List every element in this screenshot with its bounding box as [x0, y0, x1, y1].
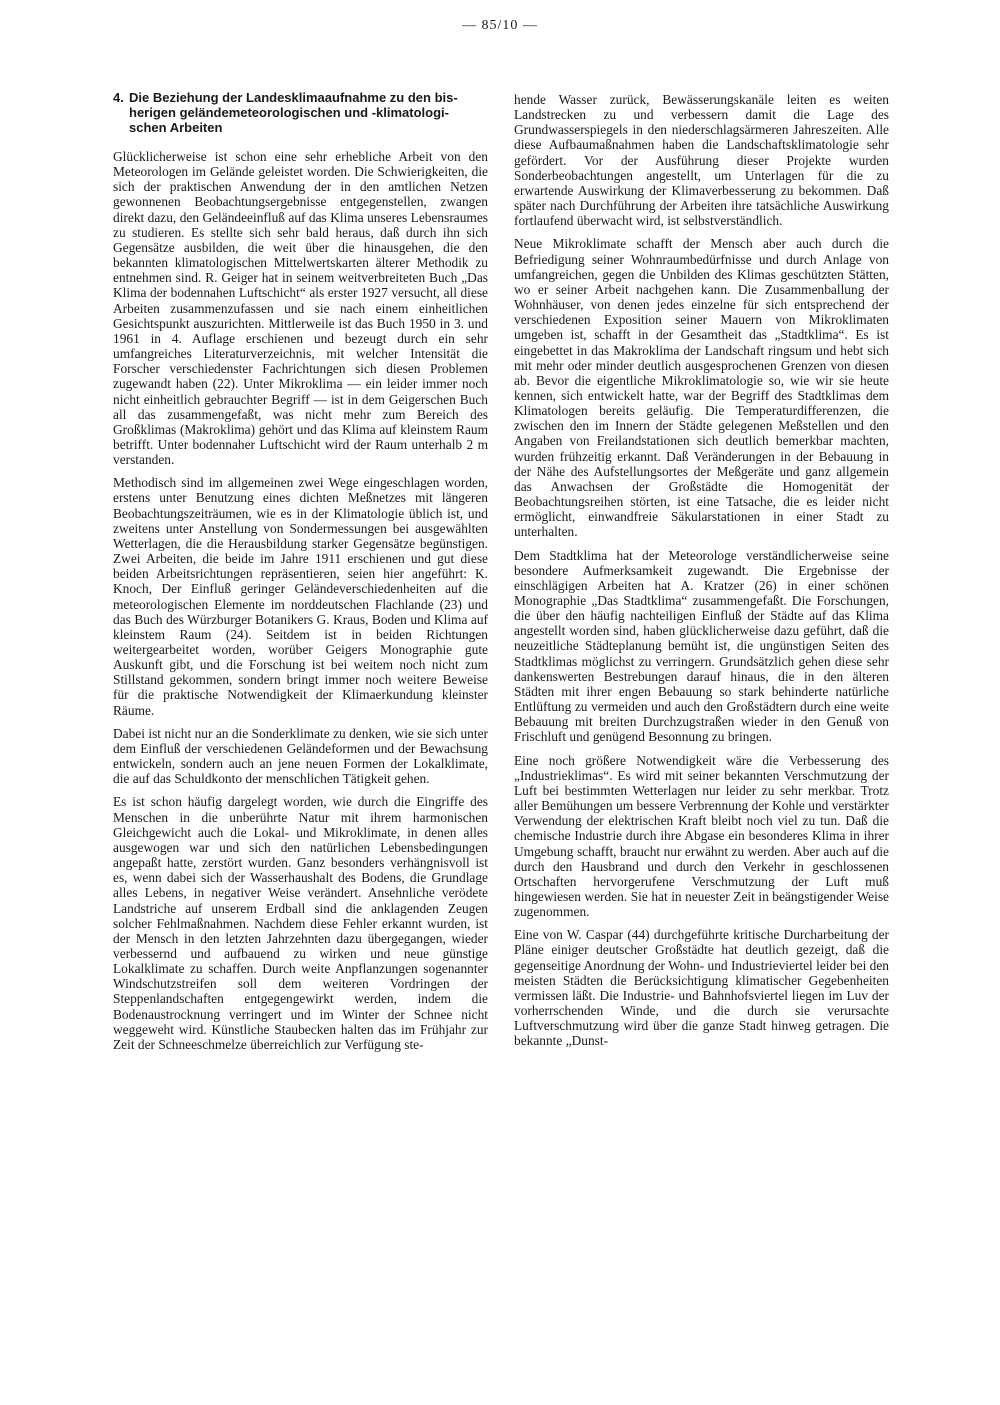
heading-line-1: 4. Die Beziehung der Landesklimaaufnahme zu den bis-	[113, 90, 458, 105]
paragraph: hende Wasser zurück, Bewässerungskanäle leiten es weiten Landstrecken zu und verbessern damit die Lage des Grundwasserspiegels in den niederschlagsärmeren Jahreszeiten. Alle diese Aufbaumaßnahmen haben die Landschaftsklimatologie sehr gefördert. Vor der Ausführung dieser Projekte wurden Sonderbeobachtungen angestellt, um Unterlagen für die zu erwartende Auswirkung der Klimaverbesserung zu bekommen. Daß später nach Durchführung der Arbeiten ihre tatsächliche Auswirkung fortlaufend überwacht wird, ist selbstverständlich.	[514, 92, 889, 229]
paragraph: Eine von W. Caspar (44) durchgeführte kritische Durcharbeitung der Pläne einiger deutscher Großstädte hat deutlich gezeigt, daß die gegenseitige Anordnung der Wohn- und Industrieviertel leider bei den meisten Städten die Berücksichtigung klimatischer Gegebenheiten vermissen läßt. Die Industrie- und Bahnhofsviertel liegen im Luv der vorherrschenden Winde, und die durch sie verursachte Luftverschmutzung wird über die ganze Stadt hinweg getragen. Die bekannte „Dunst-	[514, 927, 889, 1049]
section-number: 4.	[113, 90, 124, 105]
paragraph: Es ist schon häufig dargelegt worden, wie durch die Eingriffe des Menschen in die unberührte Natur mit ihrem harmonischen Gleichgewicht auch die Lokal- und Mikroklimate, in denen alles ausgewogen war und sich den natürlichen Lebensbedingungen angepaßt hatte, zerstört wurden. Ganz besonders verhängnisvoll ist es, wenn dabei sich der Wasserhaushalt des Bodens, die Grundlage alles Lebens, in negativer Weise verändert. Ansehnliche verödete Landstriche auf unserem Erdball sind die anklagenden Zeugen solcher Fehlmaßnahmen. Nachdem diese Fehler erkannt wurden, ist der Mensch in den letzten Jahrzehnten dazu übergegangen, wieder verbessernd und aufbauend zu wirken und neue günstige Lokalklimate zu schaffen. Durch weite Anpflanzungen sogenannter Windschutzstreifen soll dem weiteren Vordringen der Steppenlandschaften entgegengewirkt werden, indem die Bodenaustrocknung verringert und im Winter der Schnee nicht weggeweht wird. Künstliche Staubecken halten das im Frühjahr zur Zeit der Schneeschmelze überreichlich zur Verfügung ste-	[113, 794, 488, 1052]
right-column	[514, 92, 889, 1057]
left-column	[113, 90, 488, 1060]
heading-line-2: herigen geländemeteorologischen und -klimatologi-	[129, 105, 449, 120]
heading-line-3: schen Arbeiten	[129, 120, 223, 135]
paragraph: Eine noch größere Notwendigkeit wäre die Verbesserung des „Industrieklimas“. Es wird mit seiner bekannten Verschmutzung der Luft bei bestimmten Wetterlagen nur leider zu sehr merkbar. Trotz aller Bemühungen um bessere Verbrennung der Kohle und verstärkter Verwendung der elektrischen Kraft bleibt noch viel zu tun. Daß die chemische Industrie durch ihre Abgase ein besonderes Klima in ihrer Umgebung schafft, braucht nur erwähnt zu werden. Aber auch auf die durch den Hausbrand und durch den Verkehr in geschlossenen Ortschaften hervorgerufene Verschmutzung der Luft muß hingewiesen werden. Sie hat in neuester Zeit in beängstigender Weise zugenommen.	[514, 752, 889, 920]
paragraph: Methodisch sind im allgemeinen zwei Wege eingeschlagen worden, erstens unter Benutzung eines dichten Meßnetzes mit längeren Beobachtungszeiträumen, wie es in der Klimatologie üblich ist, und zweitens unter Anstellung von Sondermessungen bei ausgewählten Wetterlagen, die die Herausbildung starker Gegensätze begünstigen. Zwei Arbeiten, die beide im Jahre 1911 erschienen und gut diese beiden Arbeitsrichtungen repräsentieren, seien hier angeführt: K. Knoch, Der Einfluß geringer Geländeverschiedenheiten auf die meteorologischen Elemente im norddeutschen Flachlande (23) und das Buch des Würzburger Botanikers G. Kraus, Boden und Klima auf kleinstem Raum (24). Seitdem ist in beiden Richtungen weitergearbeitet worden, worüber Geigers Monographie gute Auskunft gibt, und die Forschung ist bei weitem noch nicht zum Stillstand gekommen, sondern bringt immer noch weitere Beweise für die praktische Notwendigkeit der Klimaerkundung kleinster Räume.	[113, 475, 488, 718]
paragraph: Dabei ist nicht nur an die Sonderklimate zu denken, wie sie sich unter dem Einfluß der verschiedenen Geländeformen und der Bewachsung entwickeln, sondern auch an jene neuen Formen der Lokalklimate, die auf das Schuldkonto der menschlichen Tätigkeit gehen.	[113, 725, 488, 787]
section-heading	[113, 90, 488, 135]
paragraph: Glücklicherweise ist schon eine sehr erhebliche Arbeit von den Meteorologen im Gelände geleistet worden. Die Schwierigkeiten, die sich der praktischen Anwendung der in den amtlichen Netzen gewonnenen Beobachtungsergebnisse entgegenstellen, zwangen direkt dazu, den Geländeeinfluß auf das Klima unseres Lebensraumes zu studieren. Es stellte sich sehr bald heraus, daß durch ihn sich Gegensätze ausbilden, die weit über die hinausgehen, die den bekannten klimatologischen Mittelwertskarten älterer Methodik zu entnehmen sind. R. Geiger hat in seinem weitverbreiteten Buch „Das Klima der bodennahen Luftschicht“ als erster 1927 versucht, all diese Arbeiten zusammenzufassen und sie nach einem einheitlichen Gesichtspunkt auszurichten. Mittlerweile ist das Buch 1950 in 3. und 1961 in 4. Auflage erschienen und bezeugt durch ein sehr umfangreiches Literaturverzeichnis, mit welcher Intensität die Forscher verschiedenster Fachrichtungen sich diesen Problemen zugewandt haben (22). Unter Mikroklima — ein leider immer noch nicht einheitlich gebrauchter Begriff — ist in dem Geigerschen Buch all das zusammengefaßt, was nicht mehr zum Bereich des Großklimas (Makroklima) gehört und das Klima auf kleinstem Raum betrifft. Unter bodennaher Luftschicht wird der Raum unterhalb 2 m verstanden.	[113, 149, 488, 468]
page-number: — 85/10 —	[462, 18, 538, 33]
paragraph: Neue Mikroklimate schafft der Mensch aber auch durch die Befriedigung seiner Wohnraumbedürfnisse und durch Anlage von umfangreichen, gegen die Unbilden des Klimas geschützten Stätten, wo er seiner Arbeit nachgehen kann. Die Zusammenballung der Wohnhäuser, von denen jedes einzelne für sich entsprechend der verschiedenen Exposition seiner Mauern von Mikroklimaten umgeben ist, schafft in der Gesamtheit das „Stadtklima“. Es ist eingebettet in das Makroklima der Landschaft ringsum und hebt sich mit mehr oder minder deutlich ausgesprochenen Grenzen von diesen ab. Bevor die eigentliche Mikroklimatologie so, wie wir sie heute kennen, sich entwickelt hatte, war der Begriff des Stadtklimas dem Klimatologen bereits geläufig. Die Temperaturdifferenzen, die zwischen den im Innern der Städte gelegenen Meßstellen und den Angaben von Freilandstationen sich deutlich bemerkbar machten, wurden frühzeitig erkannt. Daß Veränderungen in der Bebauung in der Nähe des Aufstellungsortes der Meßgeräte und ganz allgemein das Anwachsen der Großstädte die Homogenität der Beobachtungsreihen störten, ist eine Tatsache, die es leider nicht ermöglicht, einwandfreie Säkularstationen in einer Stadt zu unterhalten.	[514, 236, 889, 540]
paragraph: Dem Stadtklima hat der Meteorologe verständlicherweise seine besondere Aufmerksamkeit zugewandt. Die Ergebnisse der einschlägigen Arbeiten hat A. Kratzer (26) in einer schönen Monographie „Das Stadtklima“ zusammengefaßt. Die Forschungen, die über den häufig nachteiligen Einfluß der Städte auf das Klima angestellt worden sind, haben glücklicherweise dazu geführt, daß die neuzeitliche Städteplanung bemüht ist, die ungünstigen Seiten des Stadtklimas möglichst zu verringern. Grundsätzlich gehen diese sehr dankenswerten Bestrebungen darauf hinaus, die in den älteren Städten mit ihrer engen Bebauung so stark behinderte natürliche Entlüftung zu vermeiden und auch den Großstädtern durch eine weite Bebauung mit breiten Durchzugstraßen wieder in den Genuß von Frischluft und genügend Besonnung zu bringen.	[514, 547, 889, 745]
